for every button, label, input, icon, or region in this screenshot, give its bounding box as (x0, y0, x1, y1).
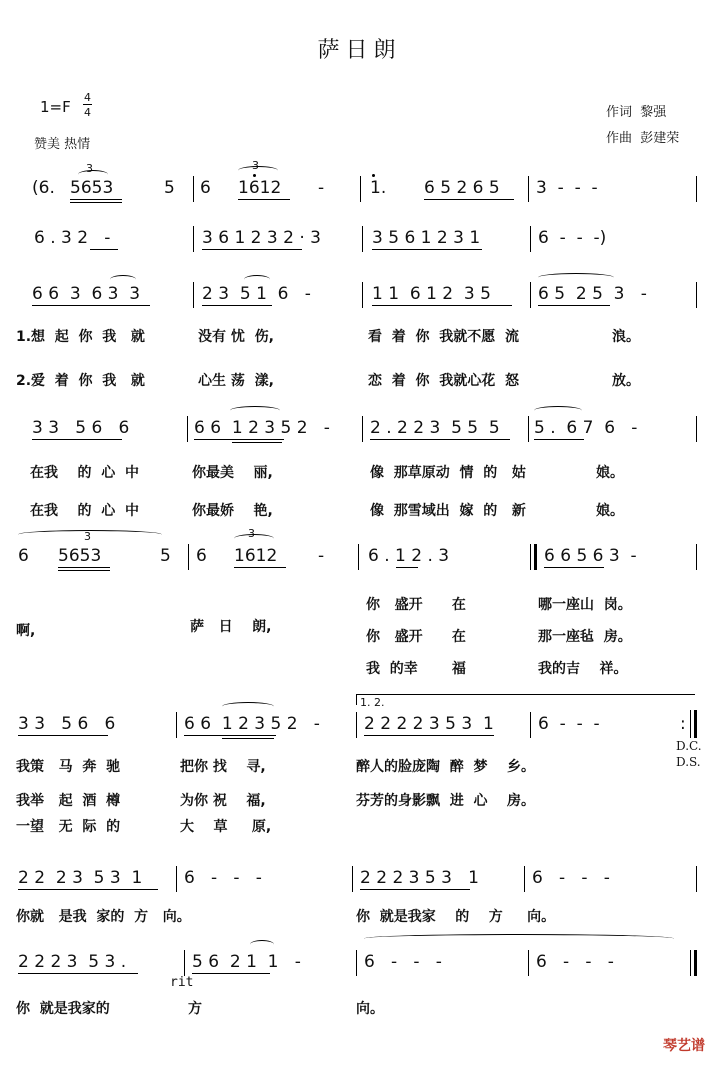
lyric-verse1: 看 着 你 我就不愿 流 (368, 329, 519, 345)
bar-line (188, 544, 189, 570)
lyric-line: 我 的幸 福 (366, 661, 466, 677)
tie (364, 934, 674, 943)
note-group: 6 - - - (532, 868, 610, 888)
slur (222, 702, 274, 711)
beam-line (234, 567, 286, 568)
note-group: 2 3 5 1 6 - (202, 284, 311, 304)
note-group: 6 6 1 2 3 5 2 - (184, 714, 320, 734)
lyricist-credit: 作词 黎强 (606, 105, 667, 120)
volta-label: 1. 2. (360, 696, 385, 709)
time-signature-top: 4 (84, 91, 91, 104)
beam-line (70, 199, 122, 200)
note-group: 6 5 2 6 5 (424, 178, 500, 198)
beam-line (222, 738, 274, 739)
beam-line (424, 199, 514, 200)
note-group: 5 6 2 1 1 - (192, 952, 301, 972)
bar-line (362, 416, 363, 442)
lyric-verse1: 浪。 (612, 329, 640, 345)
note-group: 2 2 2 3 5 3 1 (18, 868, 143, 888)
beam-line (538, 305, 610, 306)
lyric-line: 芬芳的身影飘 进 心 房。 (356, 793, 535, 809)
bar-line (352, 866, 353, 892)
lyric-line: 向。 (356, 1001, 384, 1017)
volta-bracket (356, 694, 695, 705)
note-group: 6 . 1 2 . 3 (368, 546, 450, 566)
note-group: 6 (18, 546, 29, 566)
double-bar-line (530, 544, 537, 570)
note-group: 6 (196, 546, 207, 566)
note-group: 2 2 2 3 5 3 . (18, 952, 127, 972)
time-signature-bottom: 4 (84, 106, 91, 119)
lyric-line: 你 盛开 在 (366, 597, 466, 613)
bar-line (696, 416, 697, 442)
bar-line (360, 176, 361, 202)
bar-line (193, 176, 194, 202)
lyric-line: 在我 的 心 中 (30, 465, 139, 481)
note-group: 1 1 6 1 2 3 5 (372, 284, 491, 304)
note-group: 5 (164, 178, 175, 198)
lyric-line: 你最美 丽, (192, 465, 273, 481)
lyric-line: 娘。 (596, 465, 624, 481)
beam-line (534, 439, 584, 440)
beam-line (192, 973, 270, 974)
lyric-line: 我举 起 酒 樽 (16, 793, 121, 809)
beam-line (202, 305, 272, 306)
slur (110, 275, 136, 284)
tuplet-number: 3 (84, 530, 91, 543)
note-group: 3 - - - (536, 178, 598, 198)
note-group: 6 - - - (184, 868, 262, 888)
beam-line (202, 249, 302, 250)
note-group: (6. (32, 178, 55, 198)
bar-line (176, 866, 177, 892)
composer-credit: 作曲 彭建荣 (606, 131, 680, 146)
bar-line (358, 544, 359, 570)
beam-line (364, 735, 494, 736)
slur (230, 406, 280, 415)
bar-line (696, 544, 697, 570)
note-group: 1612 (238, 178, 282, 198)
note-group: 6 - - - (364, 952, 442, 972)
bar-line (184, 950, 185, 976)
beam-line (396, 567, 418, 568)
beam-line (32, 439, 122, 440)
bar-line (530, 712, 531, 738)
bar-line (530, 226, 531, 252)
note-group: - (318, 178, 325, 198)
lyric-verse2: 2.爱 着 你 我 就 (16, 373, 145, 389)
beam-line (232, 442, 282, 443)
note-group: 6 6 3 6 3 3 (32, 284, 141, 304)
note-group: 6 - - - (536, 952, 614, 972)
lyric-line: 把你 找 寻, (180, 759, 266, 775)
note-group: 5653 (70, 178, 114, 198)
lyric-line: 方 (188, 1001, 202, 1017)
lyric-line: 你 就是我家的 (16, 1001, 110, 1017)
tuplet-bracket (234, 534, 274, 543)
octave-dot (253, 174, 256, 177)
bar-line (696, 866, 697, 892)
note-group: 2 2 2 3 5 3 1 (360, 868, 479, 888)
beam-line (360, 889, 470, 890)
note-group: 6 (200, 178, 211, 198)
beam-line (184, 735, 276, 736)
repeat-dots: : (680, 714, 686, 734)
lyric-line: 像 那雪域出 嫁 的 新 (370, 503, 526, 519)
lyric-verse2: 放。 (612, 373, 640, 389)
note-group: 5 (160, 546, 171, 566)
lyric-line: 萨 日 朗, (190, 619, 272, 635)
note-group: 3 6 1 2 3 2 · 3 (202, 228, 321, 248)
lyric-verse1: 没有 忧 伤, (198, 329, 274, 345)
beam-line (18, 735, 108, 736)
lyric-line: 你最娇 艳, (192, 503, 273, 519)
note-group: 2 . 2 2 3 5 5 5 (370, 418, 500, 438)
lyric-line: 像 那草原动 情 的 姑 (370, 465, 526, 481)
note-group: 6 5 2 5 3 - (538, 284, 647, 304)
beam-line (370, 439, 510, 440)
bar-line (696, 282, 697, 308)
da-capo-marking: D.C. (676, 739, 702, 753)
dal-segno-marking: D.S. (676, 755, 701, 769)
bar-line (528, 416, 529, 442)
bar-line (187, 416, 188, 442)
beam-line (194, 439, 284, 440)
note-group: 1612 (234, 546, 278, 566)
note-group: 6 . 3 2 - (34, 228, 111, 248)
bar-line (176, 712, 177, 738)
bar-line (362, 226, 363, 252)
lyric-verse2: 心生 荡 漾, (198, 373, 274, 389)
bar-line (362, 282, 363, 308)
beam-line (372, 305, 512, 306)
lyric-line: 在我 的 心 中 (30, 503, 139, 519)
repeat-bar-line (690, 710, 697, 738)
bar-line (528, 950, 529, 976)
lyric-line: 为你 祝 福, (180, 793, 266, 809)
note-group: 3 5 6 1 2 3 1 (372, 228, 481, 248)
slur (244, 275, 270, 284)
note-group: 6 - - -) (538, 228, 607, 248)
note-group: 6 - - - (538, 714, 600, 734)
bar-line (193, 226, 194, 252)
site-logo: 琴艺谱 (663, 1038, 705, 1054)
lyric-verse1: 1.想 起 你 我 就 (16, 329, 145, 345)
note-group: 5653 (58, 546, 102, 566)
note-group: 6 6 5 6 3 - (544, 546, 637, 566)
tuplet-number: 3 (252, 159, 259, 172)
beam-line (58, 567, 110, 568)
bar-line (528, 176, 529, 202)
slur (534, 406, 582, 415)
slur (250, 940, 274, 949)
bar-line (696, 176, 697, 202)
beam-line (372, 249, 482, 250)
bar-line (356, 712, 357, 738)
tuplet-bracket (238, 166, 278, 175)
time-signature-rule (83, 104, 92, 105)
lyric-line: 你 盛开 在 (366, 629, 466, 645)
lyric-line: 一望 无 际 的 (16, 819, 121, 835)
lyric-line: 娘。 (596, 503, 624, 519)
final-bar-line (690, 950, 697, 976)
lyric-line: 大 草 原, (180, 819, 272, 835)
lyric-line: 那一座毡 房。 (538, 629, 632, 645)
bar-line (193, 282, 194, 308)
lyric-line: 啊, (16, 623, 36, 639)
lyric-verse2: 恋 着 你 我就心花 怒 (368, 373, 519, 389)
note-group: 6 6 1 2 3 5 2 - (194, 418, 330, 438)
lyric-line: 醉人的脸庞陶 醉 梦 乡。 (356, 759, 535, 775)
beam-line (18, 889, 158, 890)
note-group: 3 3 5 6 6 (32, 418, 130, 438)
bar-line (530, 282, 531, 308)
tuplet-number: 3 (86, 162, 93, 175)
lyric-line: 你 就是我家 的 方 向。 (356, 909, 556, 925)
ritardando-marking: rit (170, 975, 194, 990)
beam-line (58, 570, 110, 571)
octave-dot (372, 174, 375, 177)
lyric-line: 哪一座山 岗。 (538, 597, 632, 613)
note-group: 2 2 2 2 3 5 3 1 (364, 714, 494, 734)
beam-line (238, 199, 290, 200)
lyric-line: 我的吉 祥。 (538, 661, 628, 677)
bar-line (524, 866, 525, 892)
beam-line (90, 249, 118, 250)
note-group: 5 . 6 7 6 - (534, 418, 638, 438)
tuplet-number: 3 (248, 527, 255, 540)
slur (538, 273, 614, 282)
song-title: 萨日朗 (317, 38, 402, 63)
expression-marking: 赞美 热情 (34, 137, 91, 152)
note-group: 1. (370, 178, 387, 198)
beam-line (544, 567, 604, 568)
beam-line (32, 305, 150, 306)
bar-line (356, 950, 357, 976)
lyric-line: 你就 是我 家的 方 向。 (16, 909, 191, 925)
note-group: 3 3 5 6 6 (18, 714, 116, 734)
key-signature: 1=F (40, 98, 71, 116)
beam-line (18, 973, 138, 974)
beam-line (70, 202, 122, 203)
note-group: - (318, 546, 325, 566)
lyric-line: 我策 马 奔 驰 (16, 759, 121, 775)
